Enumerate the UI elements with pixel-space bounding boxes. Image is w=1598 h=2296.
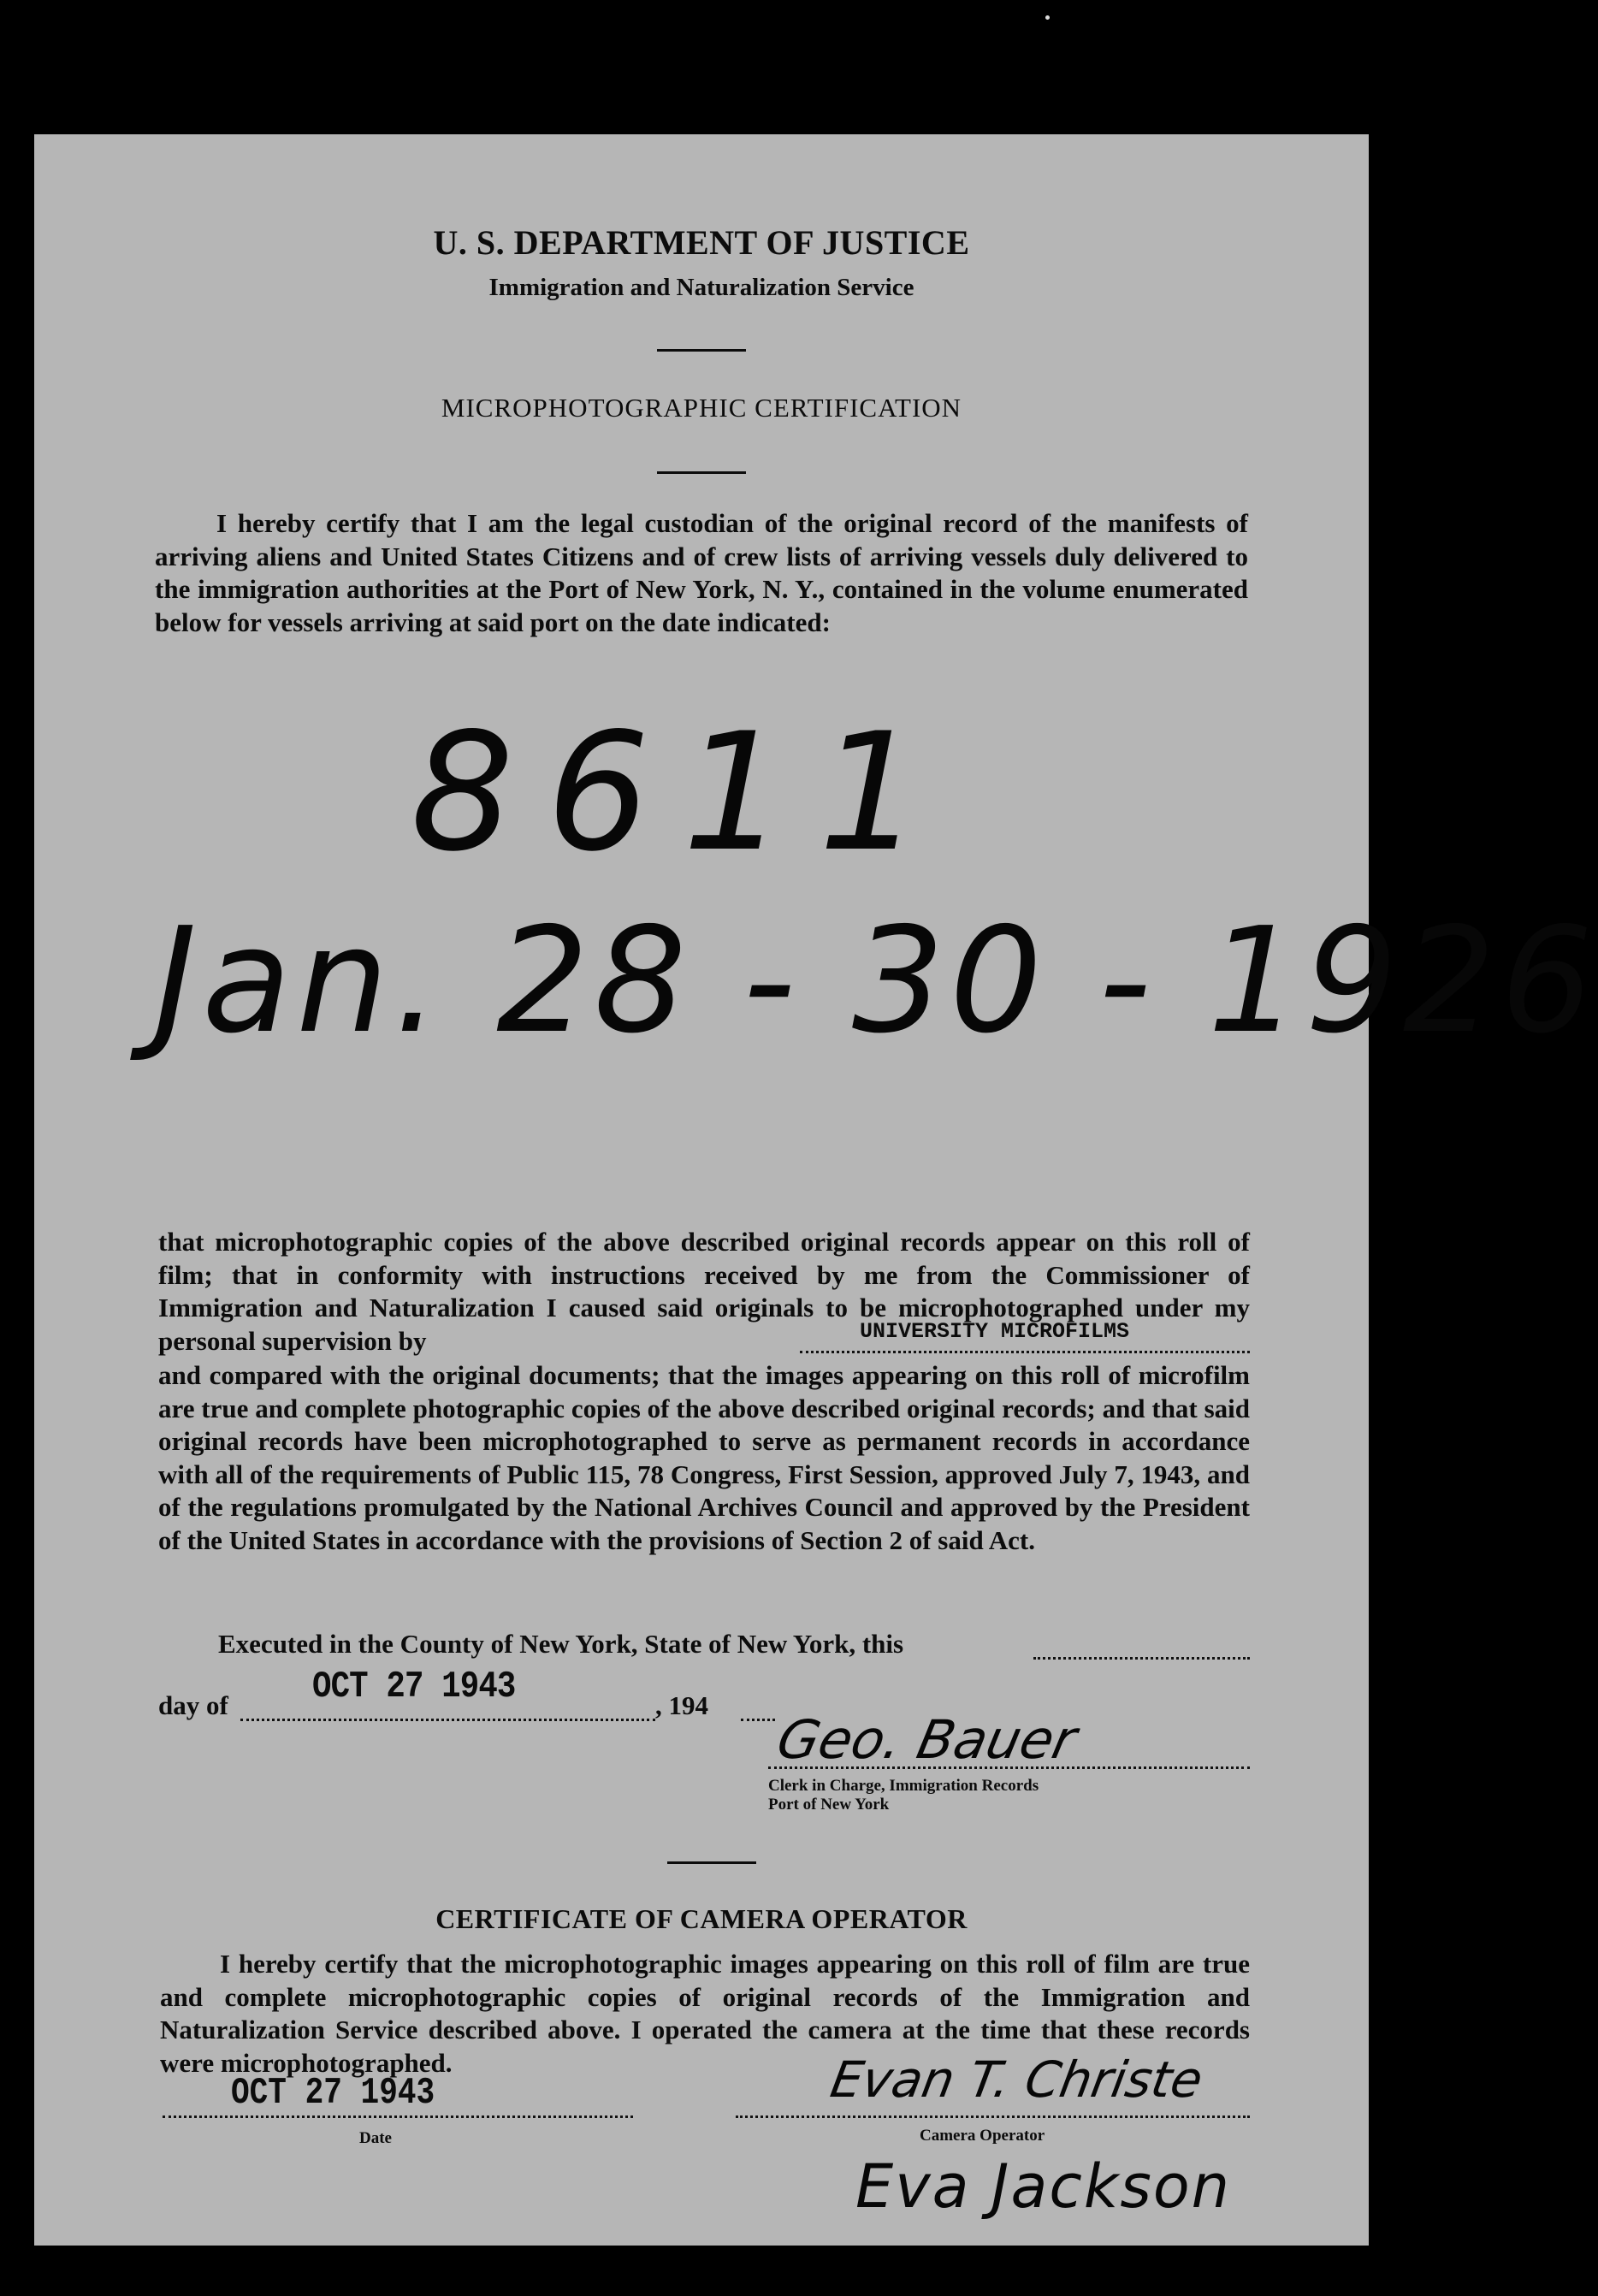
filmed-by-line — [800, 1351, 1250, 1353]
year-line — [741, 1719, 775, 1721]
service-subheading: Immigration and Naturalization Service — [488, 274, 914, 301]
clerk-signature: Geo. Bauer — [772, 1708, 1082, 1771]
date-label: Date — [359, 2129, 392, 2147]
day-of-label: day of — [158, 1690, 228, 1720]
divider — [657, 349, 746, 352]
camera-certificate-text: I hereby certify that the microphotographic images appearing on this roll of film are true and complete microphotographic copies of original records of the Immigration and Naturalization Service described above. I operated the camera at the time that these records were microphotographed. — [160, 1949, 1250, 2078]
department-heading: U. S. DEPARTMENT OF JUSTICE — [433, 223, 970, 262]
volume-dates: Jan. 28 - 30 - 1926 — [154, 897, 1598, 1066]
divider — [657, 471, 746, 474]
executed-date-stamp: OCT 27 1943 — [312, 1666, 516, 1708]
custodian-statement: I hereby certify that I am the legal custodian of the original record of the manifests of arriving aliens and United States Citizens and of crew lists of arriving vessels duly delivered to the immigration authorities at the Port of New York, N. Y., contained in the volume enumerated below for vessels arriving at said port on the date indicated: — [155, 508, 1248, 637]
clerk-signature-line — [768, 1766, 1250, 1769]
operator-name: Eva Jackson — [855, 2151, 1232, 2222]
volume-number: 8611 — [411, 698, 955, 887]
clerk-title: Clerk in Charge, Immigration Records — [768, 1777, 1039, 1795]
operator-signature: Evan T. Christe — [826, 2050, 1207, 2109]
clerk-port: Port of New York — [768, 1796, 890, 1814]
filmed-by-stamp: UNIVERSITY MICROFILMS — [860, 1319, 1130, 1344]
year-prefix: , 194 — [655, 1690, 708, 1720]
camera-certificate-title: CERTIFICATE OF CAMERA OPERATOR — [435, 1903, 968, 1934]
camera-operator-label: Camera Operator — [920, 2127, 1045, 2145]
camera-date-stamp: OCT 27 1943 — [231, 2072, 435, 2115]
day-of-line — [240, 1719, 655, 1721]
certificate-page — [34, 134, 1598, 2246]
divider — [667, 1861, 756, 1864]
executed-day-line — [1033, 1657, 1250, 1660]
date-line — [163, 2116, 633, 2118]
microfilm-statement-part1: that microphotographic copies of the above described original records appear on this roll of film; that in conformity with instructions received by me from the Commissioner of Immigration and Naturalization I caused said originals to be microphotographed under my personal supervision by — [158, 1227, 1250, 1356]
film-speck — [1045, 15, 1050, 20]
certification-title: MICROPHOTOGRAPHIC CERTIFICATION — [441, 393, 962, 423]
operator-signature-line — [736, 2116, 1250, 2118]
compliance-statement: and compared with the original documents; that the images appearing on this roll of microfilm are true and complete photographic copies of the above described original records; and that said original records have been microphotographed to serve as permanent records in accordance with all of the requirements of Public 115, 78 Congress, First Session, approved July 7, 1943, and of the regulations promulgated by the National Archives Council and approved by the President of the United States in accordance with the provisions of Section 2 of said Act. — [158, 1360, 1250, 1555]
executed-text: Executed in the County of New York, State of New York, this — [218, 1629, 904, 1659]
